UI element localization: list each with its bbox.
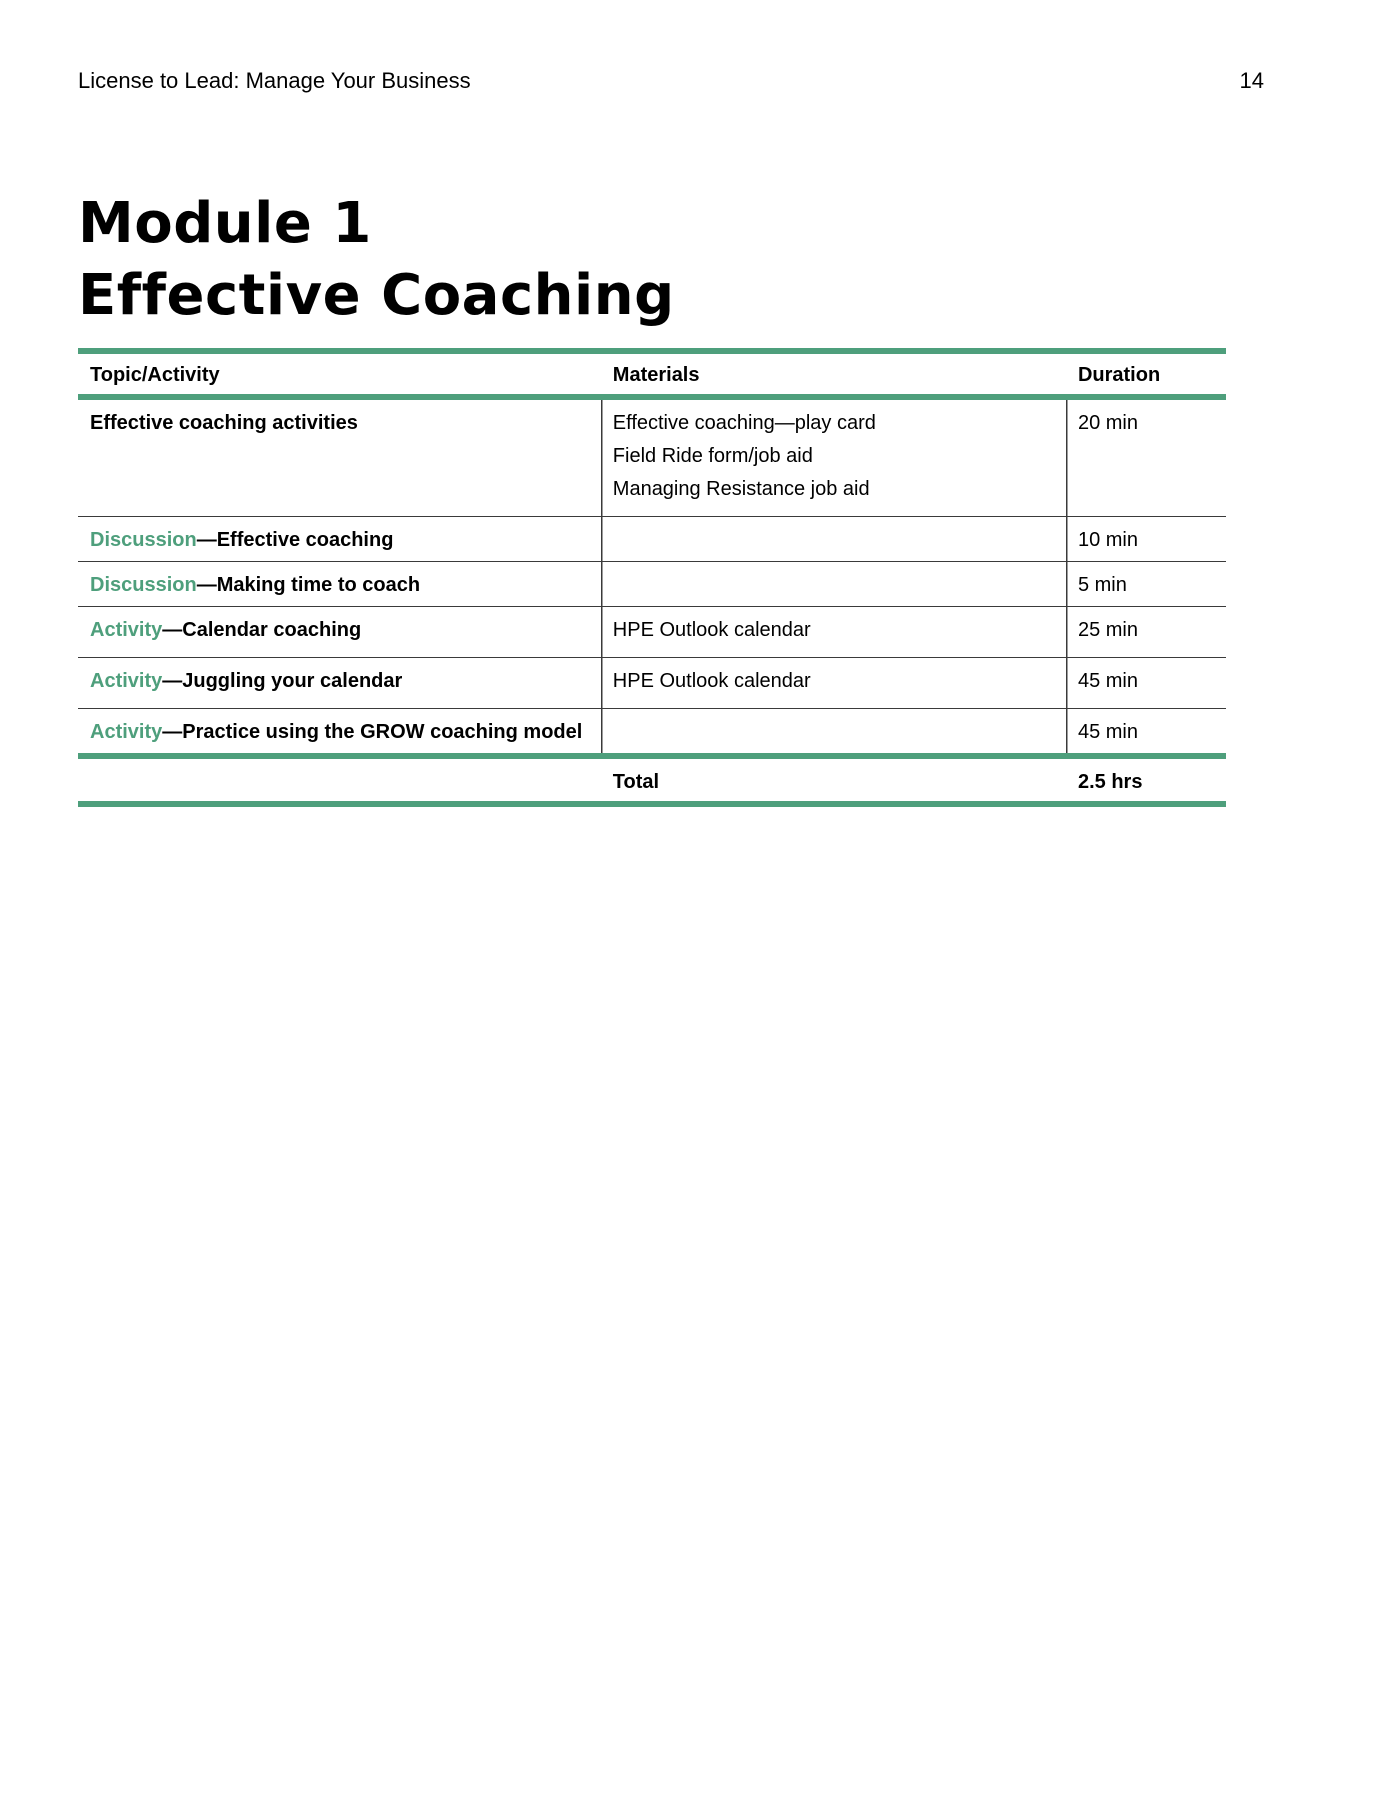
- table-row: [78, 397, 1226, 517]
- materials-cell: [601, 397, 1066, 517]
- topic-separator: —: [196, 529, 217, 551]
- materials-cell: [601, 607, 1066, 658]
- topic-cell: [78, 397, 601, 517]
- topic-kind: Activity: [90, 619, 163, 641]
- duration-cell: 5 min: [1066, 562, 1226, 607]
- total-duration: 2.5 hrs: [1077, 771, 1143, 793]
- total-empty-cell: [78, 756, 601, 804]
- topic-kind: Discussion: [90, 574, 197, 596]
- table-row: [78, 658, 1226, 709]
- materials-item: Effective coaching—play card: [612, 412, 876, 434]
- materials-item: Field Ride form/job aid: [612, 445, 813, 467]
- total-row: [78, 756, 1226, 804]
- materials-cell: [601, 709, 1066, 757]
- materials-item: HPE Outlook calendar: [612, 619, 811, 641]
- materials-cell: [601, 517, 1066, 562]
- topic-cell: [78, 607, 601, 658]
- module-heading: [78, 188, 675, 332]
- topic-cell: [78, 517, 601, 562]
- page-header: [78, 68, 1264, 96]
- topic-text: Effective coaching: [216, 529, 394, 551]
- topic-separator: —: [162, 619, 183, 641]
- topic-text: Juggling your calendar: [182, 670, 403, 692]
- topic-text: Practice using the GROW coaching model: [182, 721, 583, 743]
- topic-text: Making time to coach: [216, 574, 421, 596]
- column-header-duration: Duration: [1077, 364, 1161, 386]
- table-header-row: [78, 351, 1226, 397]
- duration-cell: 10 min: [1066, 517, 1226, 562]
- topic-text: Calendar coaching: [182, 619, 362, 641]
- header-title: License to Lead: Manage Your Business: [78, 68, 471, 93]
- table-row: [78, 709, 1226, 757]
- module-number: Module 1: [78, 191, 372, 256]
- materials-item: Managing Resistance job aid: [612, 478, 870, 500]
- table-row: [78, 562, 1226, 607]
- materials-cell: [601, 658, 1066, 709]
- duration-cell: 45 min: [1066, 709, 1226, 757]
- module-title: Effective Coaching: [78, 263, 675, 328]
- column-header-topic: Topic/Activity: [90, 364, 220, 386]
- topic-cell: [78, 658, 601, 709]
- topic-kind: Discussion: [90, 529, 197, 551]
- topic-separator: —: [162, 670, 183, 692]
- duration-cell: 45 min: [1066, 658, 1226, 709]
- table-row: [78, 517, 1226, 562]
- duration-cell: 25 min: [1066, 607, 1226, 658]
- topic-cell: [78, 562, 601, 607]
- duration-cell: 20 min: [1066, 397, 1226, 517]
- column-header-materials: Materials: [612, 364, 700, 386]
- topic-separator: —: [196, 574, 217, 596]
- topic-cell: [78, 709, 601, 757]
- topic-separator: —: [162, 721, 183, 743]
- materials-item: HPE Outlook calendar: [612, 670, 811, 692]
- materials-cell: [601, 562, 1066, 607]
- table-row: [78, 607, 1226, 658]
- schedule-table: [78, 348, 1226, 807]
- topic-kind: Activity: [90, 721, 163, 743]
- table-body: [78, 397, 1226, 756]
- page-number: 14: [1239, 68, 1264, 93]
- topic-kind: Activity: [90, 670, 163, 692]
- total-label: Total: [612, 771, 660, 793]
- topic-text: Effective coaching activities: [90, 412, 358, 434]
